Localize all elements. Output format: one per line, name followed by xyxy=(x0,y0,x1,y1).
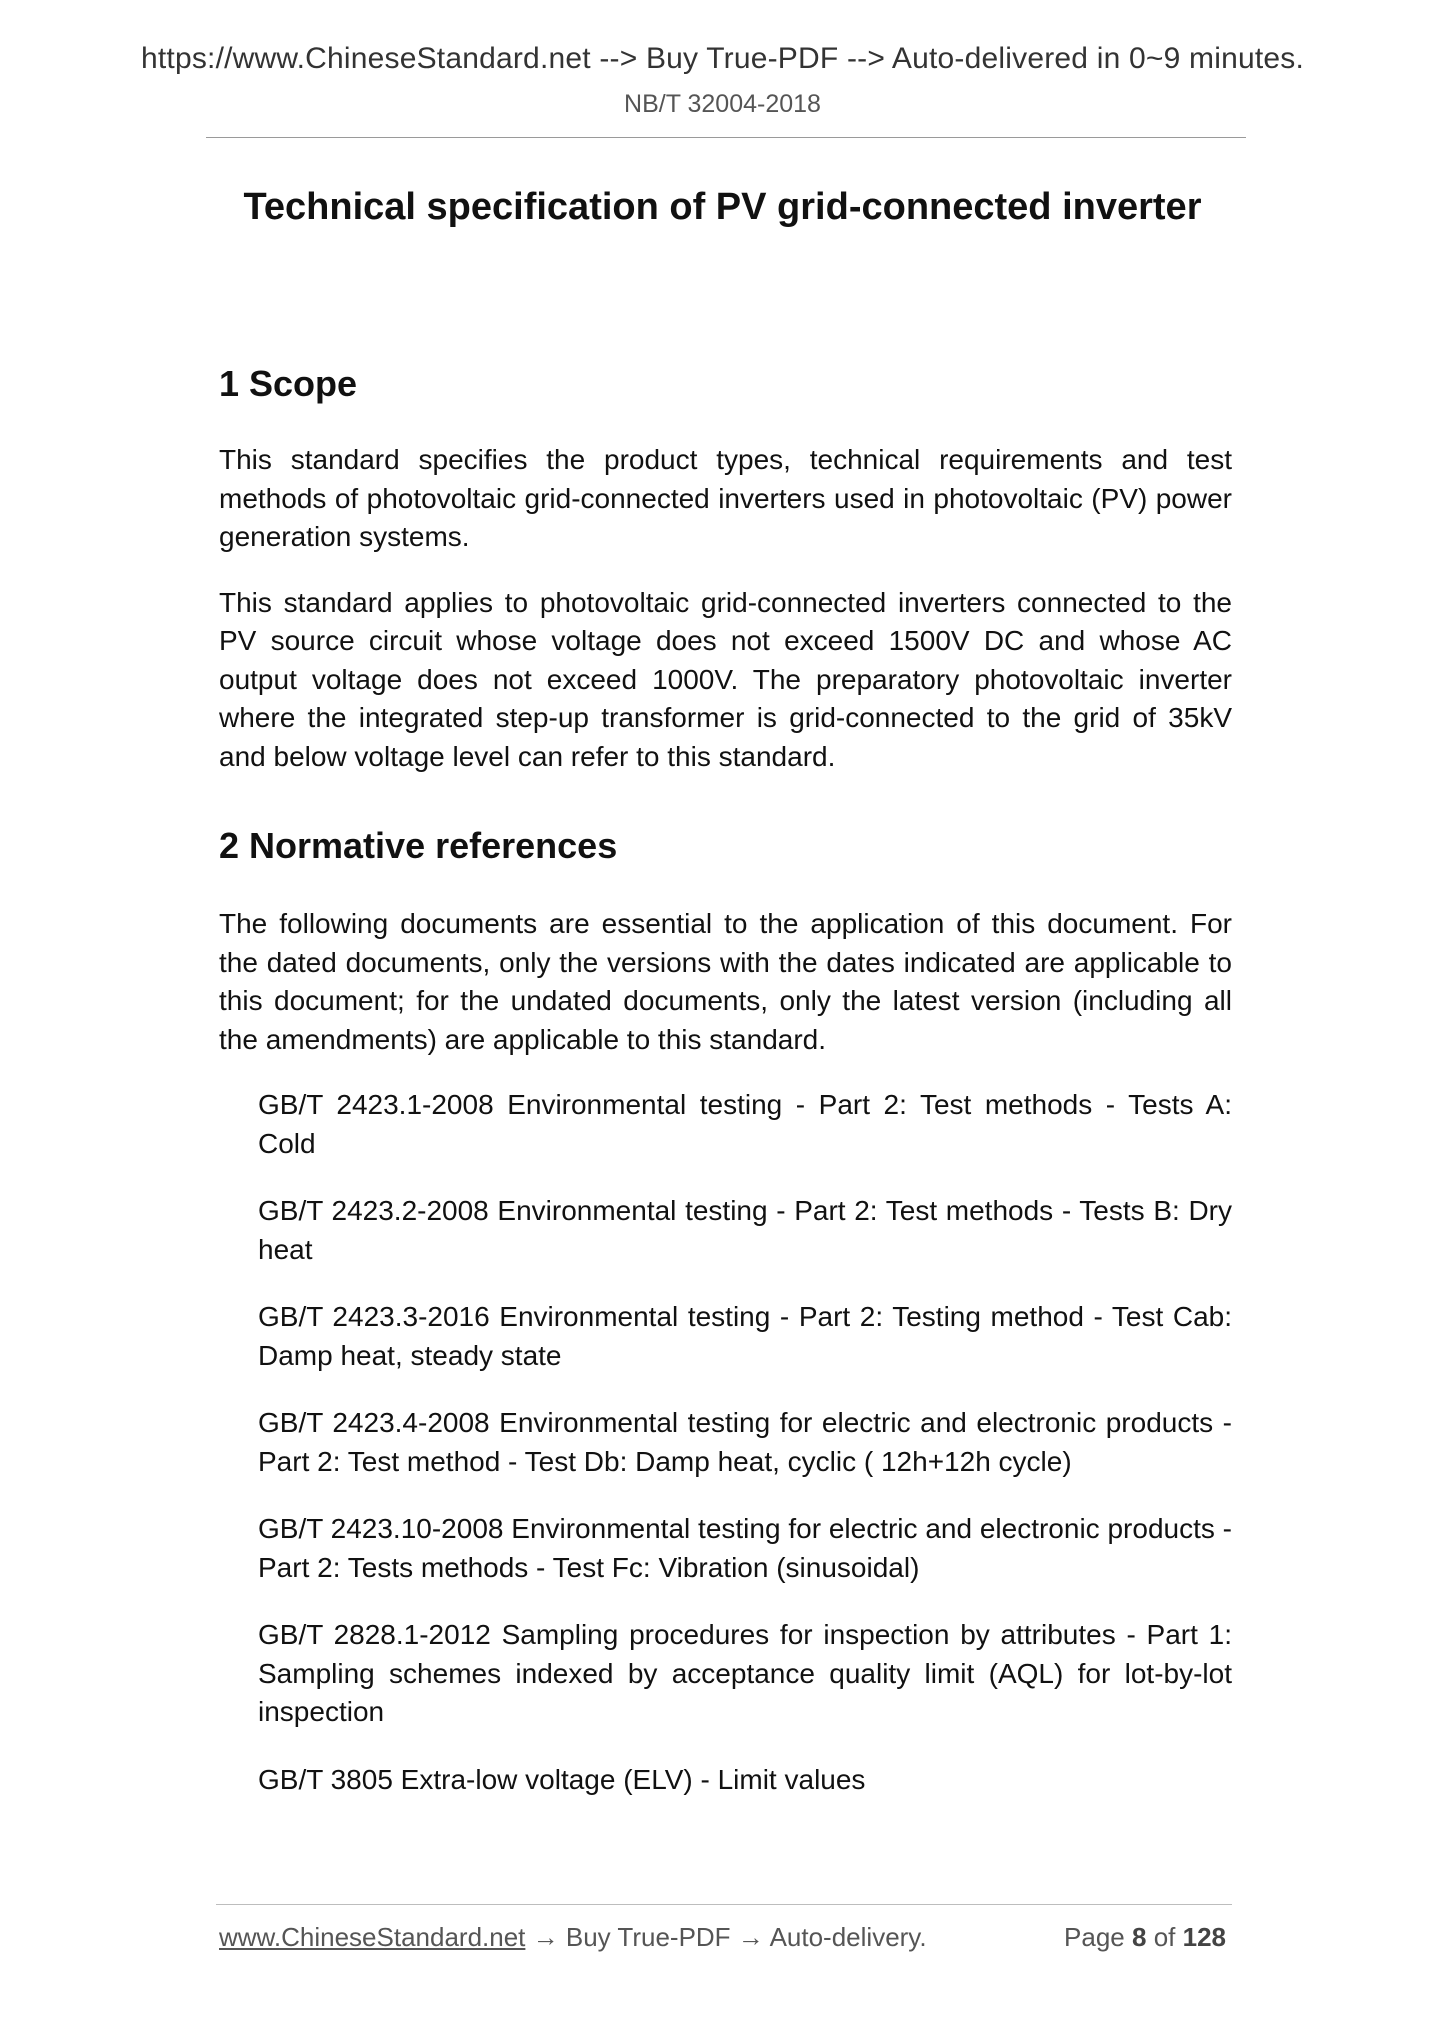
header-banner: https://www.ChineseStandard.net --> Buy True-PDF --> Auto-delivered in 0~9 minutes. xyxy=(141,42,1304,75)
reference-item: GB/T 2423.10-2008 Environmental testing for electric and electronic products - Part 2: Tests methods - Test Fc: Vibration (sinusoidal) xyxy=(258,1513,1232,1583)
total-pages: 128 xyxy=(1182,1922,1226,1952)
page-number-indicator xyxy=(1064,1922,1226,1953)
scope-paragraph: This standard applies to photovoltaic grid-connected inverters connected to the PV source circuit whose voltage does not exceed 1500V DC and whose AC output voltage does not exceed 1000V. The preparatory photovoltaic inverter where the integrated step-up transformer is grid-connected to the grid of 35kV and below voltage level can refer to this standard. xyxy=(219,586,1232,772)
reference-item: GB/T 2423.2-2008 Environmental testing - Part 2: Test methods - Tests B: Dry heat xyxy=(258,1195,1232,1265)
reference-item: GB/T 2423.4-2008 Environmental testing for electric and electronic products - Part 2: Test method - Test Db: Damp heat, cyclic ( 12h+12h cycle) xyxy=(258,1407,1232,1477)
scope-paragraph: This standard specifies the product types, technical requirements and test methods of photovoltaic grid-connected inverters used in photovoltaic (PV) power generation systems. xyxy=(219,444,1232,553)
normative-references-intro: The following documents are essential to the application of this document. For the dated documents, only the versions with the dates indicated are applicable to this document; for the undated documents, only the latest version (including all the amendments) are applicable to this standard. xyxy=(219,908,1232,1055)
header-divider xyxy=(206,137,1246,138)
reference-item: GB/T 2423.3-2016 Environmental testing - Part 2: Testing method - Test Cab: Damp heat, steady state xyxy=(258,1301,1232,1371)
footer-divider xyxy=(216,1904,1232,1905)
reference-item: GB/T 3805 Extra-low voltage (ELV) - Limit values xyxy=(258,1763,866,1795)
footer-tagline: → Buy True-PDF → Auto-delivery. xyxy=(525,1922,927,1952)
of-label: of xyxy=(1153,1922,1176,1952)
section-heading-normative-references: 2 Normative references xyxy=(219,825,618,867)
standard-code: NB/T 32004-2018 xyxy=(624,90,821,118)
page-footer xyxy=(219,1922,1232,1953)
footer-site-link[interactable]: www.ChineseStandard.net xyxy=(219,1922,526,1952)
current-page-number: 8 xyxy=(1131,1922,1147,1952)
document-body xyxy=(219,362,1232,1828)
page-label: Page xyxy=(1064,1922,1125,1952)
reference-item: GB/T 2828.1-2012 Sampling procedures for inspection by attributes - Part 1: Sampling schemes indexed by acceptance quality limit (AQL) for lot-by-lot inspection xyxy=(258,1619,1232,1728)
section-heading-scope: 1 Scope xyxy=(219,363,358,404)
reference-item: GB/T 2423.1-2008 Environmental testing - Part 2: Test methods - Tests A: Cold xyxy=(258,1089,1232,1159)
reference-list xyxy=(219,1086,1232,1799)
document-title: Technical specification of PV grid-connected inverter xyxy=(243,186,1202,228)
